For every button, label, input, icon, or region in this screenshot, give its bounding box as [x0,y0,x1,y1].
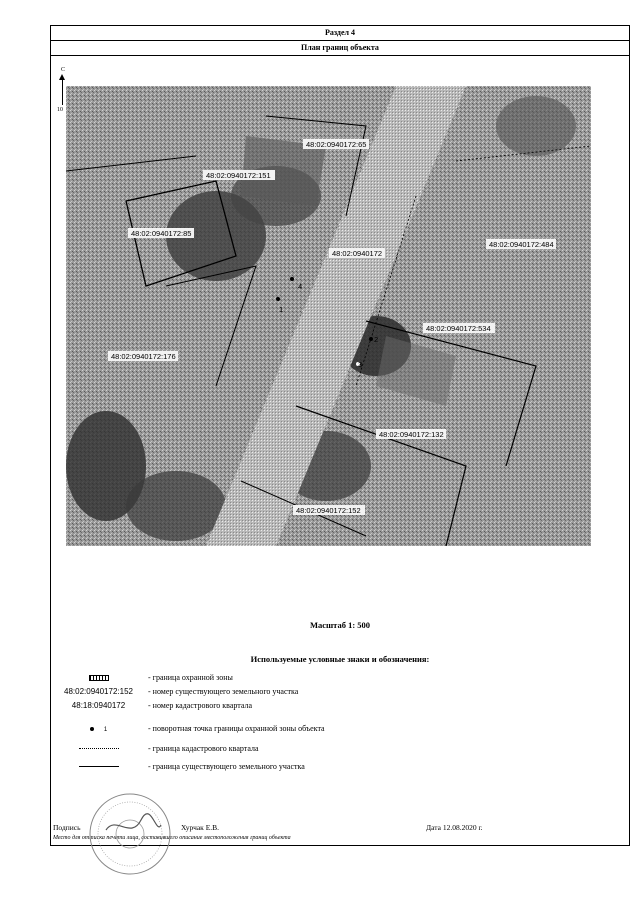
parcel-label: 48:02:0940172 [332,249,383,258]
parcel-label: 48:02:0940172:85 [131,229,192,238]
parcel-label: 48:02:0940172:65 [306,140,367,149]
point-label: 4 [298,282,303,291]
parcel-label: 48:02:0940172:132 [379,430,444,439]
document-sheet [50,25,630,846]
signature-date: Дата 12.08.2020 г. [426,823,483,832]
zone-boundary-symbol [89,675,109,681]
legend-item: 48:02:0940172:152 - номер существующего земельного участка [64,687,299,696]
section-title: Раздел 4 [51,26,629,41]
signer-name: Хурчак Е.В. [181,823,220,832]
point-label: 3 [358,360,363,369]
satellite-map [66,86,591,546]
point-label: 2 [374,335,379,344]
point-label: 1 [279,305,284,314]
legend-item: - граница охранной зоны [51,673,631,687]
signature-label: Подпись [53,823,81,832]
legend-title: Используемые условные знаки и обозначения: [250,654,430,664]
plan-title: План границ объекта [51,41,629,56]
parcel-boundary-symbol [79,766,119,767]
legend-item: 1 - поворотная точка границы охранной зоны объекта [51,724,631,738]
parcel-label: 48:02:0940172:151 [206,171,271,180]
parcel-label: 48:02:0940172:534 [426,324,491,333]
parcel-label: 48:02:0940172:152 [296,506,361,515]
legend-item: - граница кадастрового квартала [51,744,631,758]
legend-item: 48:18:0940172 - номер кадастрового квартала [71,701,253,710]
parcel-label: 48:02:0940172:484 [489,240,554,249]
scale-mark: 10 [57,107,63,113]
north-letter: С [61,67,66,73]
stamp-note: Место для оттиска печати лица, составившего описание местоположения границ объекта [53,835,291,841]
turning-point-icon [90,727,94,731]
legend-item: - граница существующего земельного участка [51,762,631,776]
seal-stamp-icon [86,790,174,878]
scale-text: Масштаб 1: 500 [309,620,371,630]
quarter-boundary-symbol [79,748,119,749]
parcel-label: 48:02:0940172:176 [111,352,176,361]
